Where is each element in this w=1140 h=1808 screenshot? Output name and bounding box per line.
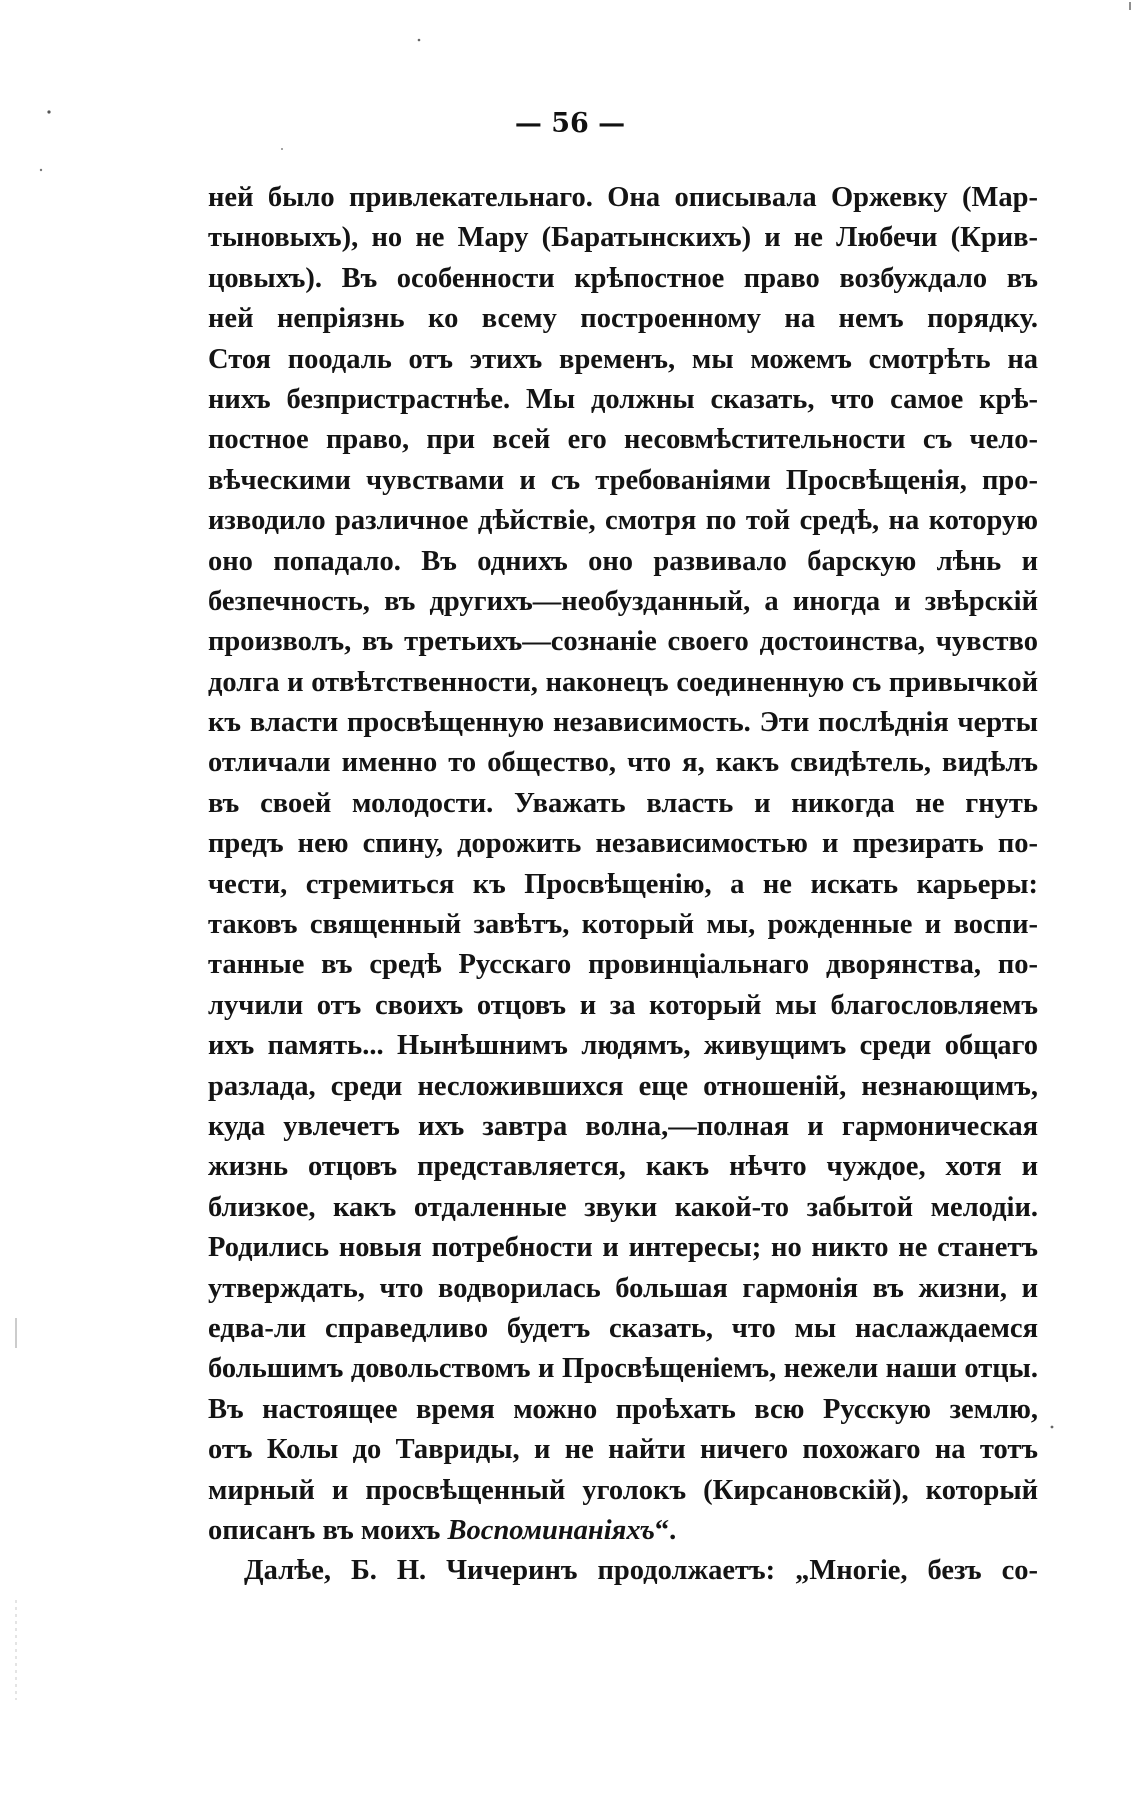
text-line: цовыхъ). Въ особенности крѣпостное право возбуждало въ <box>208 262 1038 294</box>
text-line: танные въ средѣ Русскаго провинціальнаго дворянства, по- <box>208 949 1038 981</box>
text-line: вѣческими чувствами и съ требованіями Просвѣщенія, про- <box>208 464 1038 496</box>
text-line: изводило различное дѣйствіе, смотря по той средѣ, на которую <box>208 505 1038 537</box>
paragraph-1 <box>208 178 1038 1551</box>
text-line: нихъ безпристрастнѣе. Мы должны сказать, что самое крѣ- <box>208 383 1038 415</box>
scan-speck <box>1051 1426 1054 1429</box>
text-line: чести, стремиться къ Просвѣщенію, а не искать карьеры: <box>208 868 1038 900</box>
italic-book-title: Воспоминаніяхъ <box>447 1514 655 1546</box>
text-line: ихъ память... Нынѣшнимъ людямъ, живущимъ среди общаго <box>208 1030 1038 1062</box>
text-line: тыновыхъ), но не Мару (Баратынскихъ) и не Любечи (Крив- <box>208 222 1038 254</box>
text-line: оно попадало. Въ однихъ оно развивало барскую лѣнь и <box>208 545 1038 577</box>
text-line: къ власти просвѣщенную независимость. Эти послѣднія черты <box>208 707 1038 739</box>
text-line: отъ Колы до Тавриды, и не найти ничего похожаго на тотъ <box>208 1434 1038 1466</box>
text-line: безпечность, въ другихъ—необузданный, а иногда и звѣрскій <box>208 585 1038 617</box>
text-line: Родились новыя потребности и интересы; но никто не станетъ <box>208 1232 1038 1264</box>
scan-speck <box>281 148 283 150</box>
text-line: Въ настоящее время можно проѣхать всю Русскую землю, <box>208 1393 1038 1425</box>
paragraph-2 <box>208 1551 1038 1591</box>
page-number: — 56 — <box>514 108 626 139</box>
text-line: куда увлечетъ ихъ завтра волна,—полная и гармоническая <box>208 1110 1038 1142</box>
text-line: произволъ, въ третьихъ—сознаніе своего достоинства, чувство <box>208 626 1038 658</box>
text-line: Далѣе, Б. Н. Чичеринъ продолжаетъ: „Многіе, безъ со- <box>244 1555 1038 1587</box>
text-line: постное право, при всей его несовмѣстительности съ чело- <box>208 424 1038 456</box>
text-line: въ своей молодости. Уважать власть и никогда не гнуть <box>208 787 1038 819</box>
text-line: отличали именно то общество, что я, какъ свидѣтель, видѣлъ <box>208 747 1038 779</box>
closing-text-line <box>208 1511 1038 1551</box>
text-line: мирный и просвѣщенный уголокъ (Кирсановскій), который <box>208 1474 1038 1506</box>
text-line: утверждать, что водворилась большая гармонія въ жизни, и <box>208 1272 1038 1304</box>
closing-line-prefix: описанъ въ моихъ <box>208 1514 448 1546</box>
text-line: долга и отвѣтственности, наконецъ соединенную съ привычкой <box>208 666 1038 698</box>
text-line: ней непріязнь ко всему построенному на немъ порядку. <box>208 303 1038 335</box>
scan-speck <box>40 169 42 171</box>
text-line: предъ нею спину, дорожить независимостью и презирать по- <box>208 828 1038 860</box>
text-line: лучили отъ своихъ отцовъ и за который мы благословляемъ <box>208 989 1038 1021</box>
scan-speck <box>418 39 421 42</box>
text-line: Стоя поодаль отъ этихъ временъ, мы можемъ смотрѣть на <box>208 343 1038 375</box>
text-line: близкое, какъ отдаленные звуки какой-то забытой мелодіи. <box>208 1191 1038 1223</box>
closing-line-suffix: “. <box>654 1514 677 1546</box>
text-line: большимъ довольствомъ и Просвѣщеніемъ, нежели наши отцы. <box>208 1353 1038 1385</box>
text-line: разлада, среди несложившихся еще отношеній, незнающимъ, <box>208 1070 1038 1102</box>
text-line: ней было привлекательнаго. Она описывала Оржевку (Мар- <box>208 182 1038 213</box>
text-line: таковъ священный завѣтъ, который мы, рожденные и воспи- <box>208 909 1038 941</box>
text-line: едва-ли справедливо будетъ сказать, что мы наслаждаемся <box>208 1312 1038 1344</box>
text-line: жизнь отцовъ представляется, какъ нѣчто чуждое, хотя и <box>208 1151 1038 1183</box>
body-text <box>208 178 1038 1592</box>
